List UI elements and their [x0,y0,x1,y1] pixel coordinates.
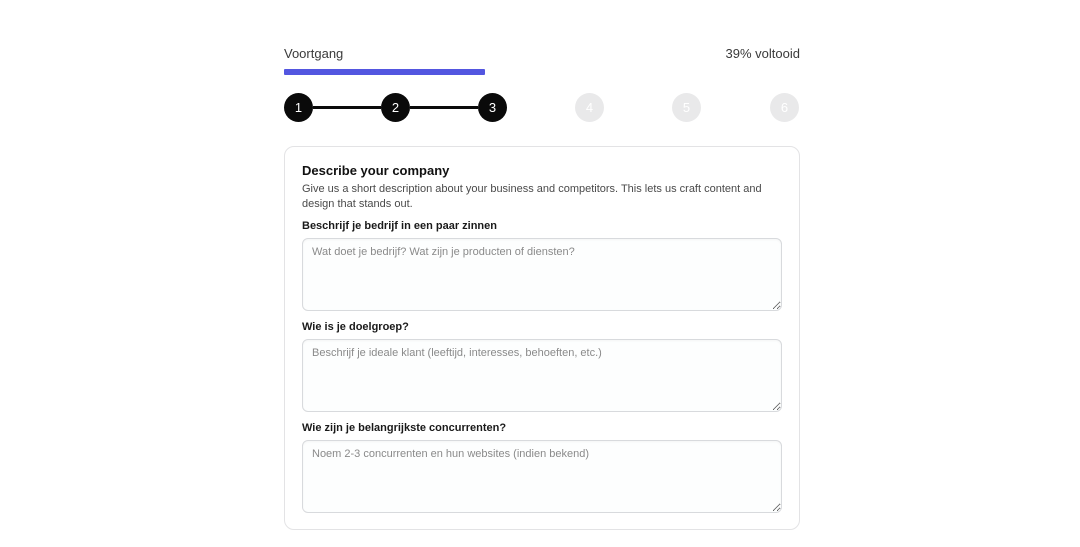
company-description-label: Beschrijf je bedrijf in een paar zinnen [302,220,497,232]
step-2[interactable] [381,93,410,122]
step-number: 1 [294,100,303,115]
step-connector [410,106,478,109]
step-number: 2 [391,100,400,115]
target-audience-field[interactable] [302,339,782,412]
step-number: 5 [682,100,691,115]
step-4[interactable] [575,93,604,122]
progress-bar [284,69,800,75]
progress-label: Voortgang [284,46,344,61]
company-card [284,146,800,530]
step-connector [313,106,381,109]
step-6[interactable] [770,93,799,122]
progress-header [284,46,800,64]
progress-percent: 39% voltooid [725,46,800,61]
target-audience-label: Wie is je doelgroep? [302,321,409,333]
step-1[interactable] [284,93,313,122]
stepper [284,93,800,123]
step-5[interactable] [672,93,701,122]
company-description-field[interactable] [302,238,782,311]
step-number: 4 [585,100,594,115]
step-number: 3 [488,100,497,115]
progress-bar-fill [284,69,485,75]
card-description: Give us a short description about your business and competitors. This lets us craft content and design that stands out. [302,183,762,210]
competitors-label: Wie zijn je belangrijkste concurrenten? [302,422,507,434]
competitors-field[interactable] [302,440,782,513]
card-title: Describe your company [302,163,450,178]
step-3[interactable] [478,93,507,122]
step-number: 6 [780,100,789,115]
